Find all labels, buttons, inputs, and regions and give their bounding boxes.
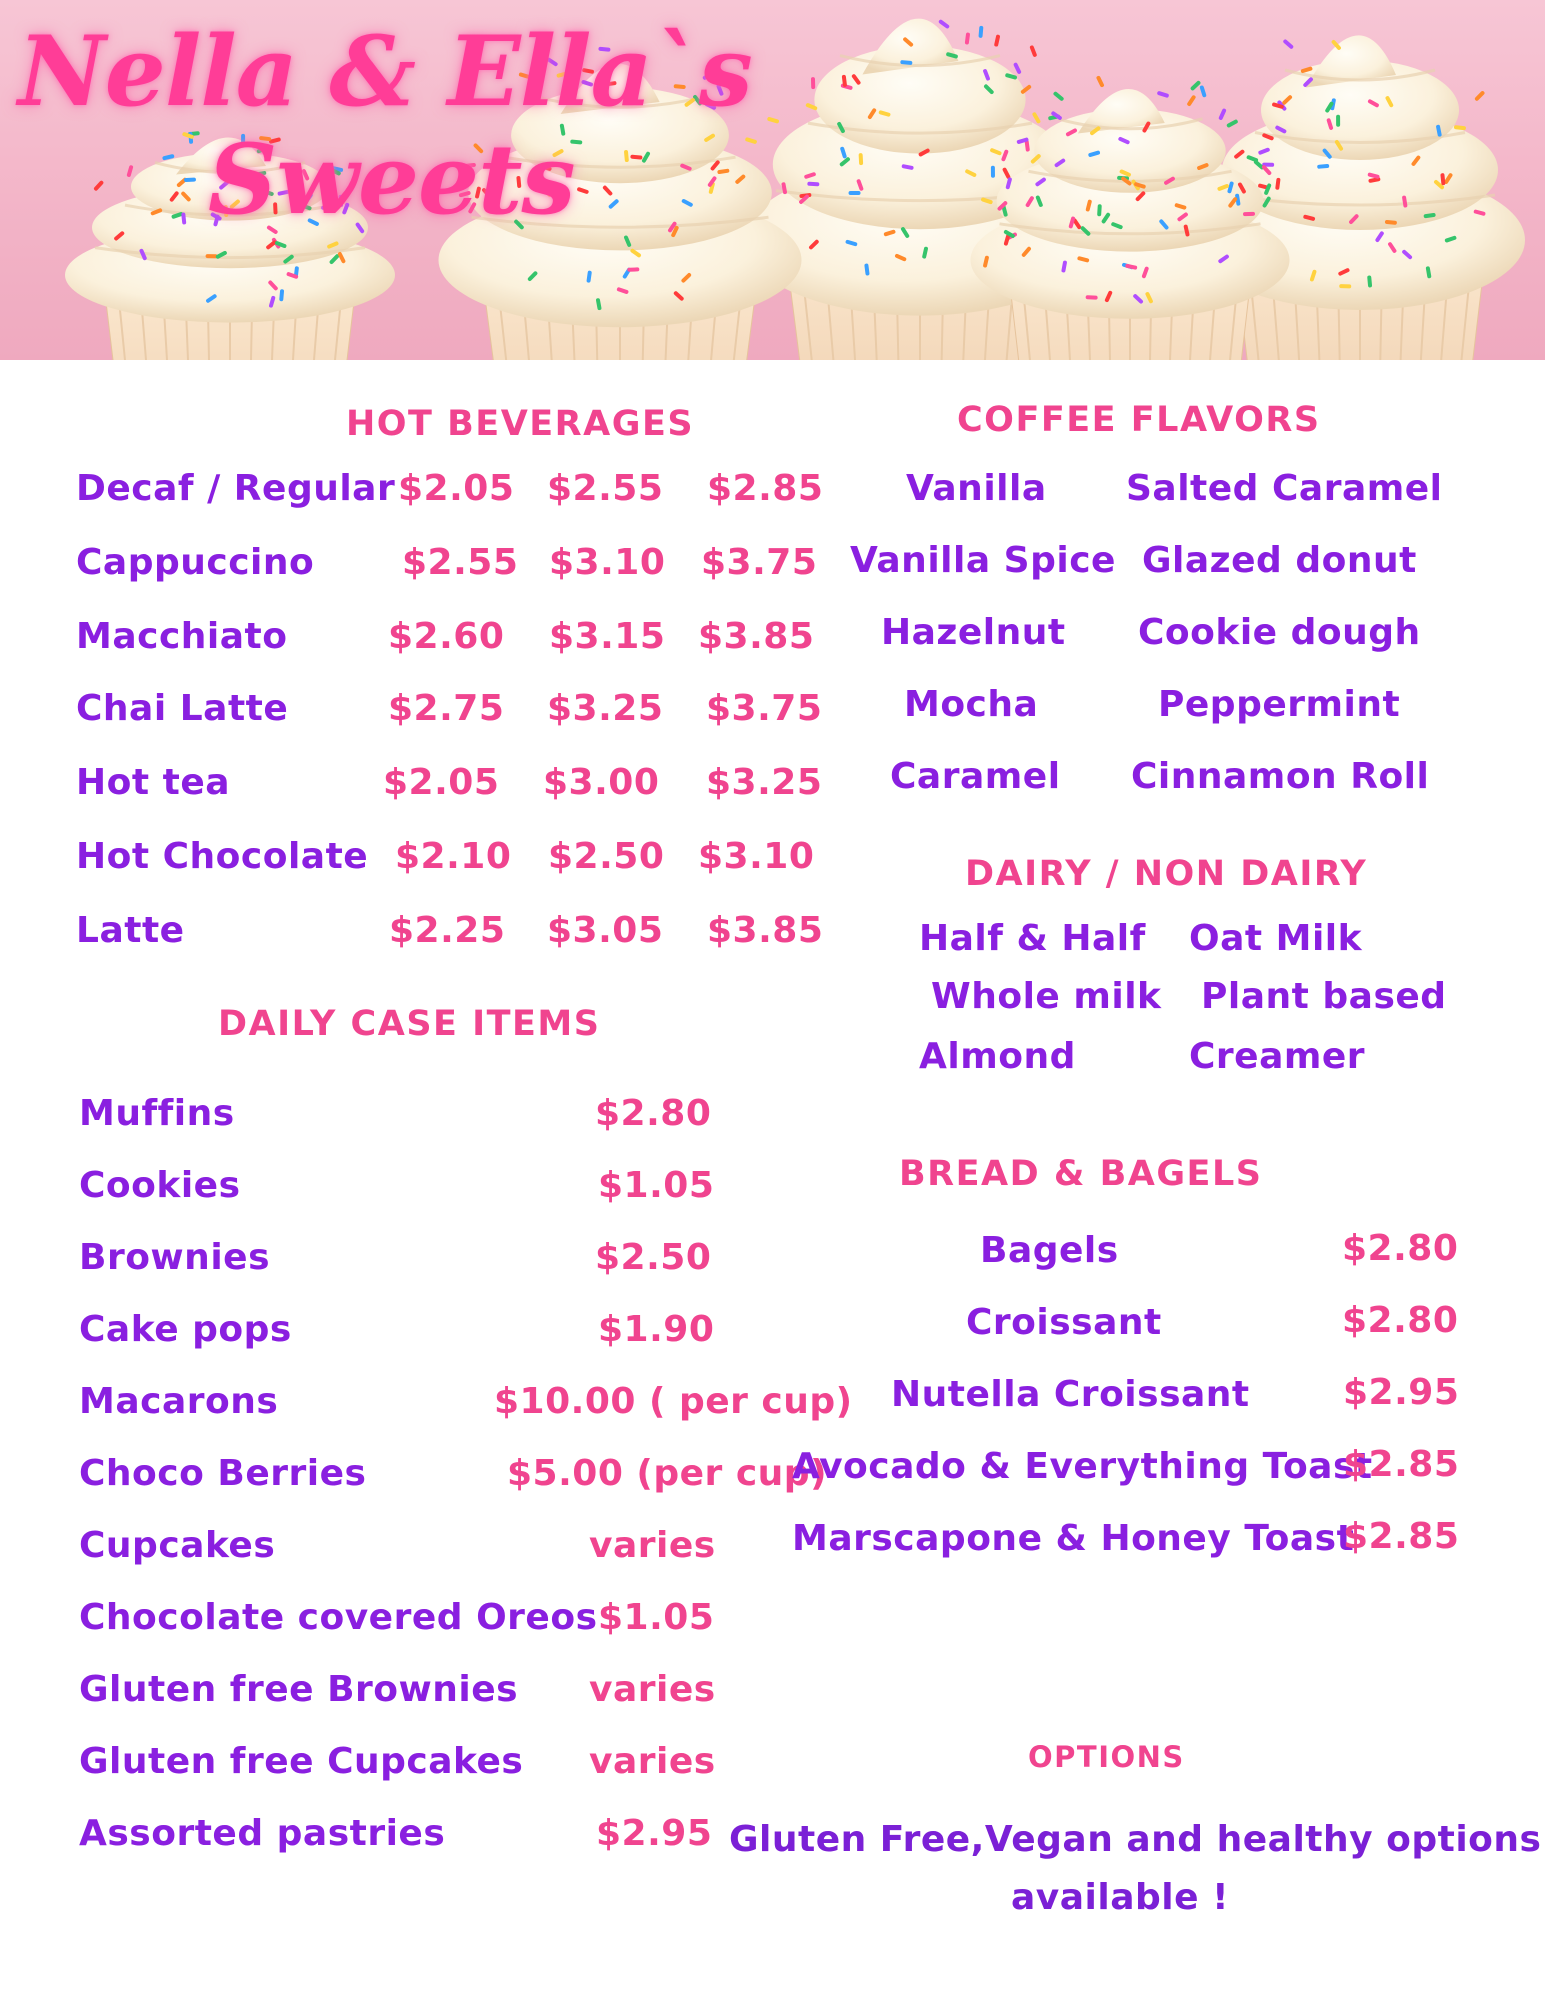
options-text-line2: available ! bbox=[1011, 1877, 1230, 1918]
menu-item-name: Latte bbox=[76, 910, 185, 951]
menu-item-name: Bagels bbox=[980, 1230, 1119, 1271]
menu-item-name: Cappuccino bbox=[76, 542, 315, 583]
menu-item-name: Decaf / Regular bbox=[76, 468, 396, 509]
menu-item-price: $2.85 bbox=[1343, 1444, 1460, 1485]
flavor-item: Peppermint bbox=[1158, 684, 1401, 725]
menu-item-name: Assorted pastries bbox=[79, 1813, 446, 1854]
price-large: $2.85 bbox=[707, 468, 824, 509]
flavor-item: Vanilla bbox=[906, 468, 1047, 509]
flavor-item: Cinnamon Roll bbox=[1131, 756, 1430, 797]
price-medium: $3.10 bbox=[549, 542, 666, 583]
price-medium: $3.15 bbox=[549, 616, 666, 657]
dairy-item: Creamer bbox=[1189, 1036, 1366, 1077]
menu-item-price: $5.00 (per cup) bbox=[507, 1453, 828, 1494]
price-small: $2.55 bbox=[402, 542, 519, 583]
price-medium: $3.25 bbox=[547, 688, 664, 729]
menu-item-name: Macarons bbox=[79, 1381, 279, 1422]
dairy-item: Half & Half bbox=[919, 918, 1146, 959]
brand-title bbox=[18, 15, 752, 236]
menu-item-name: Choco Berries bbox=[79, 1453, 367, 1494]
price-large: $3.75 bbox=[706, 688, 823, 729]
dairy-heading: DAIRY / NON DAIRY bbox=[965, 854, 1368, 894]
menu-item-price: varies bbox=[589, 1525, 716, 1566]
menu-item-name: Cake pops bbox=[79, 1309, 292, 1350]
menu-item-price: $2.95 bbox=[1343, 1372, 1460, 1413]
menu-item-name: Croissant bbox=[966, 1302, 1162, 1343]
price-small: $2.60 bbox=[388, 616, 505, 657]
flavor-item: Caramel bbox=[890, 756, 1061, 797]
price-large: $3.25 bbox=[706, 762, 823, 803]
flavor-item: Mocha bbox=[904, 684, 1039, 725]
options-text-line1: Gluten Free,Vegan and healthy options bbox=[729, 1819, 1542, 1860]
flavor-item: Hazelnut bbox=[881, 612, 1066, 653]
flavor-item: Vanilla Spice bbox=[850, 540, 1116, 581]
menu-item-name: Nutella Croissant bbox=[891, 1374, 1250, 1415]
menu-item-name: Chocolate covered Oreos bbox=[79, 1597, 598, 1638]
price-small: $2.05 bbox=[383, 762, 500, 803]
menu-item-price: $2.85 bbox=[1343, 1516, 1460, 1557]
price-medium: $2.50 bbox=[548, 836, 665, 877]
price-large: $3.75 bbox=[701, 542, 818, 583]
brand-title-line1: Nella & Ella`s bbox=[18, 15, 752, 128]
hot-beverages-heading: HOT BEVERAGES bbox=[346, 404, 695, 444]
menu-item-name: Hot tea bbox=[76, 762, 231, 803]
menu-item-price: varies bbox=[589, 1669, 716, 1710]
options-heading: OPTIONS bbox=[1028, 1740, 1185, 1774]
hero-banner bbox=[0, 0, 1545, 360]
price-small: $2.10 bbox=[395, 836, 512, 877]
menu-item-name: Cookies bbox=[79, 1165, 241, 1206]
flavor-item: Cookie dough bbox=[1138, 612, 1421, 653]
menu-item-name: Muffins bbox=[79, 1093, 235, 1134]
price-small: $2.05 bbox=[398, 468, 515, 509]
menu-item-name: Brownies bbox=[79, 1237, 270, 1278]
price-large: $3.85 bbox=[698, 616, 815, 657]
menu-item-name: Chai Latte bbox=[76, 688, 289, 729]
menu-item-price: $1.90 bbox=[598, 1309, 715, 1350]
brand-title-line2: Sweets bbox=[208, 123, 575, 236]
bread-heading: BREAD & BAGELS bbox=[899, 1154, 1263, 1194]
price-small: $2.25 bbox=[389, 910, 506, 951]
menu-item-name: Gluten free Brownies bbox=[79, 1669, 519, 1710]
daily-case-heading: DAILY CASE ITEMS bbox=[218, 1004, 601, 1044]
flavor-item: Glazed donut bbox=[1142, 540, 1417, 581]
menu-item-price: $2.95 bbox=[596, 1813, 713, 1854]
menu-item-name: Marscapone & Honey Toast bbox=[792, 1518, 1355, 1559]
menu-item-price: $10.00 ( per cup) bbox=[494, 1381, 853, 1422]
menu-item-price: $2.50 bbox=[595, 1237, 712, 1278]
flavor-item: Salted Caramel bbox=[1126, 468, 1443, 509]
menu-item-price: $2.80 bbox=[595, 1093, 712, 1134]
price-medium: $2.55 bbox=[547, 468, 664, 509]
dairy-item: Plant based bbox=[1201, 976, 1447, 1017]
price-large: $3.10 bbox=[698, 836, 815, 877]
menu-item-name: Avocado & Everything Toast bbox=[792, 1446, 1373, 1487]
menu-item-name: Macchiato bbox=[76, 616, 288, 657]
menu-item-name: Hot Chocolate bbox=[76, 836, 369, 877]
price-large: $3.85 bbox=[707, 910, 824, 951]
menu-item-price: $2.80 bbox=[1342, 1300, 1459, 1341]
menu-item-name: Cupcakes bbox=[79, 1525, 276, 1566]
dairy-item: Oat Milk bbox=[1189, 918, 1363, 959]
menu-item-name: Gluten free Cupcakes bbox=[79, 1741, 524, 1782]
menu-item-price: $1.05 bbox=[598, 1597, 715, 1638]
menu-item-price: varies bbox=[589, 1741, 716, 1782]
coffee-flavors-heading: COFFEE FLAVORS bbox=[957, 400, 1321, 440]
dairy-item: Whole milk bbox=[931, 976, 1162, 1017]
price-medium: $3.05 bbox=[547, 910, 664, 951]
price-small: $2.75 bbox=[388, 688, 505, 729]
dairy-item: Almond bbox=[919, 1036, 1076, 1077]
price-medium: $3.00 bbox=[543, 762, 660, 803]
menu-item-price: $1.05 bbox=[598, 1165, 715, 1206]
menu-item-price: $2.80 bbox=[1342, 1228, 1459, 1269]
